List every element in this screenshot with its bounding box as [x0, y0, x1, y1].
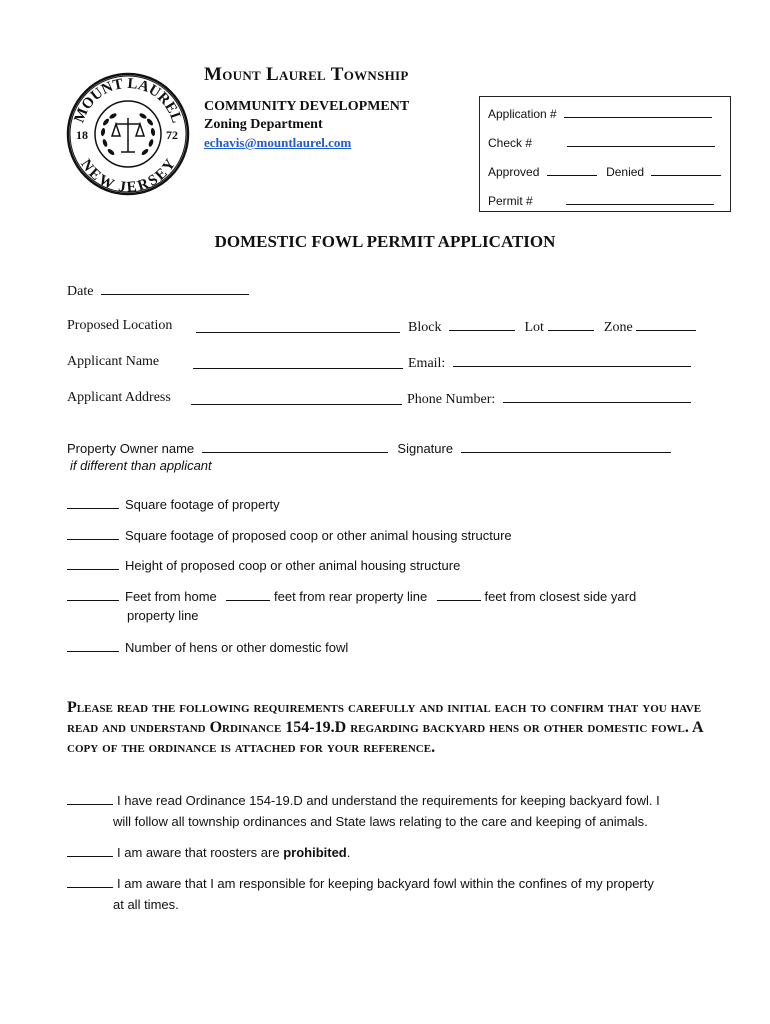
req2-prohibited: prohibited [283, 845, 347, 860]
email-label: Email: [408, 356, 446, 371]
num-hens-label: Number of hens or other domestic fowl [125, 640, 349, 655]
req2-pre: I am aware that roosters are [117, 845, 280, 860]
denied-label: Denied [606, 165, 645, 179]
feet-side-label: feet from closest side yard [484, 589, 637, 604]
date-label: Date [67, 284, 94, 299]
block-label: Block [408, 320, 442, 335]
req2-post: . [346, 845, 351, 860]
permit-number-field[interactable] [488, 192, 714, 208]
seal-year-left: 18 [76, 128, 88, 142]
height-coop-label: Height of proposed coop or other animal housing structure [125, 558, 461, 573]
lot-label: Lot [524, 320, 544, 335]
signature-label: Signature [397, 441, 454, 456]
sq-property-row[interactable] [67, 496, 280, 512]
check-number-field[interactable] [488, 134, 715, 150]
scales-icon [112, 118, 144, 152]
requirements-heading: Please read the following requirements carefully and initial each to confirm that you have read and understand Ordinance 154-19.D regarding backyard hens or other domestic fowl. A copy of the ordinance is attached for your reference. [67, 699, 703, 756]
approved-denied-field[interactable] [488, 163, 721, 179]
form-title: DOMESTIC FOWL PERMIT APPLICATION [214, 232, 556, 251]
applicant-name-label: Applicant Name [67, 354, 160, 369]
proposed-location-label: Proposed Location [67, 318, 173, 333]
application-label: Application # [488, 107, 557, 121]
requirement-item-2[interactable] [67, 842, 707, 863]
applicant-address-label: Applicant Address [67, 390, 171, 405]
dept-line-2: Zoning Department [204, 117, 323, 132]
proposed-location-input[interactable] [196, 320, 400, 333]
permit-label: Permit # [488, 194, 533, 208]
requirement-item-1[interactable] [67, 790, 707, 832]
applicant-address-input[interactable] [191, 392, 402, 405]
check-label: Check # [488, 136, 533, 150]
approved-label: Approved [488, 165, 540, 179]
sq-coop-row[interactable] [67, 527, 512, 543]
property-owner-field[interactable] [67, 440, 671, 456]
property-owner-label: Property Owner name [67, 441, 195, 456]
application-number-field[interactable] [488, 105, 712, 121]
zone-label: Zone [603, 320, 633, 335]
township-name: Mount Laurel Township [204, 64, 409, 85]
req3-line1: I am aware that I am responsible for keeping backyard fowl within the confines of my property [117, 876, 654, 891]
height-coop-row[interactable] [67, 557, 460, 573]
feet-from-row[interactable] [67, 588, 636, 604]
sq-property-label: Square footage of property [125, 497, 280, 512]
seal-bottom-text: NEW JERSEY [77, 156, 179, 196]
department-name [204, 98, 409, 134]
if-different-note: if different than applicant [70, 458, 212, 473]
office-use-box [479, 96, 731, 212]
num-hens-row[interactable] [67, 639, 348, 655]
seal-year-right: 72 [166, 128, 178, 142]
applicant-name-input[interactable] [193, 356, 403, 369]
dept-line-1: COMMUNITY DEVELOPMENT [204, 99, 410, 114]
sq-coop-label: Square footage of proposed coop or other animal housing structure [125, 528, 512, 543]
contact-email-link[interactable]: echavis@mountlaurel.com [204, 135, 352, 150]
phone-label: Phone Number: [407, 392, 496, 407]
req3-line2: at all times. [113, 897, 179, 912]
property-line-label: property line [127, 608, 199, 623]
email-field[interactable] [408, 354, 691, 372]
req1-line1: I have read Ordinance 154-19.D and understand the requirements for keeping backyard fowl. I [117, 793, 660, 808]
seal-top-text: MOUNT LAUREL [71, 75, 185, 126]
requirement-item-3[interactable] [67, 873, 707, 915]
phone-field[interactable] [407, 390, 691, 408]
feet-rear-label: feet from rear property line [274, 589, 428, 604]
svg-text:NEW JERSEY [77, 157, 179, 196]
feet-home-label: Feet from home [125, 589, 217, 604]
township-seal [66, 72, 190, 196]
date-field[interactable] [67, 282, 249, 300]
block-field[interactable] [408, 318, 696, 336]
req1-line2: will follow all township ordinances and State laws relating to the care and keeping of animals. [113, 814, 648, 829]
